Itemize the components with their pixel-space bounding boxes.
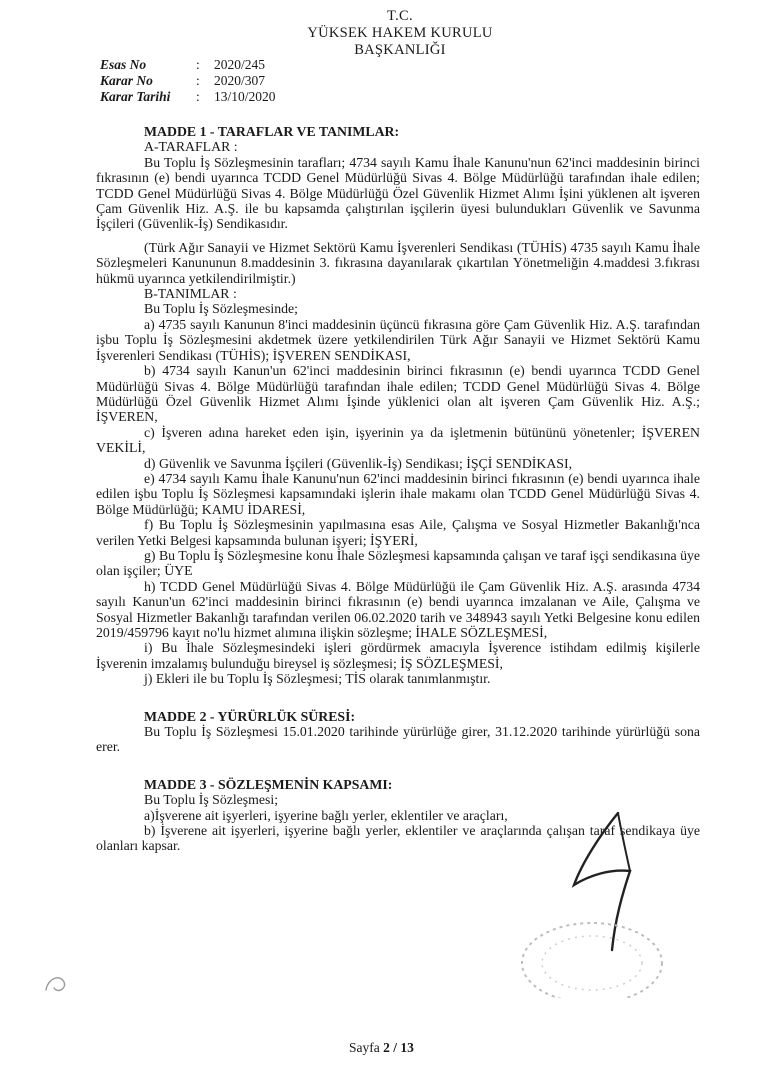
document-header [250, 8, 550, 59]
tarih-row [100, 89, 276, 105]
definition-item-b: b) 4734 sayılı Kanun'un 62'inci maddesinin birinci fıkrasının (e) bendi uyarınca TCDD Genel Müdürlüğü Sivas 4. Bölge Müdürlüğü tarafından ihale edilen; TCDD Genel Müdürlüğü Sivas 4. Bölge Müdürlüğü Özel Güvenlik Hizmet Alımı İşinde yüklenici olan alt işveren Çam Güvenlik Hiz. A.Ş.; İŞVEREN, [96, 363, 700, 425]
definition-item-j: j) Ekleri ile bu Toplu İş Sözleşmesi; TİS olarak tanımlanmıştır. [144, 671, 491, 687]
kapsam-item-b: b) İşverene ait işyerleri, işyerine bağlı yerler, eklentiler ve araçlarında çalışan taraf sendikaya üye olanları kapsar. [96, 823, 700, 854]
page-prefix: Sayfa [349, 1040, 380, 1055]
tarih-label: Karar Tarihi [100, 89, 171, 104]
madde3-title: MADDE 3 - SÖZLEŞMENİN KAPSAMI: [144, 776, 393, 792]
case-meta [100, 57, 276, 105]
margin-pencil-mark [40, 968, 80, 998]
kapsam-item-a: a)İşverene ait işyerleri, işyerine bağlı yerler, eklentiler ve araçları, [144, 807, 508, 823]
esas-colon: : [196, 57, 200, 72]
page-footer [0, 1040, 763, 1056]
document-body [96, 124, 700, 854]
page-number: 2 / 13 [383, 1040, 414, 1055]
tarih-colon: : [196, 89, 200, 104]
taraflar-paragraph-2: (Türk Ağır Sanayii ve Hizmet Sektörü Kamu İşverenleri Sendikası (TÜHİS) 4735 sayılı Kamu İhale Sözleşmeleri Kanununun 8.maddesinin 3. fıkrasına dayanılarak çıkartılan Yönetmeliğin 4.maddesi 3.fıkrası hükmü uyarınca yetkilendirilmiştir.) [96, 239, 700, 286]
header-tc: T.C. [387, 8, 413, 24]
header-institution: YÜKSEK HAKEM KURULU [307, 25, 493, 41]
definition-item-i: i) Bu İhale Sözleşmesindeki işleri gördürmek amacıyla İşverence istihdam edilmiş kişilerle İşverenin imzalamış bulunduğu bireysel iş sözleşmesi; İŞ SÖZLEŞMESİ, [96, 640, 700, 671]
definition-item-h: h) TCDD Genel Müdürlüğü Sivas 4. Bölge Müdürlüğü ile Çam Güvenlik Hiz. A.Ş. arasında 4734 sayılı Kanun'un 62'inci maddesinin birinci fıkrasının (e) bendi uyarınca imzalanan ve Aile, Çalışma ve Sosyal Hizmetler Bakanlığı tarafından verilen 06.02.2020 tarih ve 348943 sayılı Yetki Belgesine konu edilen 2019/459796 kayıt no'lu hizmet alımına ilişkin sözleşme; İHALE SÖZLEŞMESİ, [96, 578, 700, 640]
definition-item-e: e) 4734 sayılı Kamu İhale Kanunu'nun 62'inci maddesinin birinci fıkrasının (e) bendi uyarınca ihale edilen işbu Toplu İş Sözleşmesi kapsamındaki işlerin ihale makamı olan TCDD Genel Müdürlüğü Sivas 4. Bölge Müdürlüğü; KAMU İDARESİ, [96, 470, 700, 517]
madde2-title: MADDE 2 - YÜRÜRLÜK SÜRESİ: [144, 708, 356, 724]
karar-value: 2020/307 [214, 73, 266, 88]
definition-item-f: f) Bu Toplu İş Sözleşmesinin yapılmasına esas Aile, Çalışma ve Sosyal Hizmetler Bakanlığı'nca verilen Yetki Belgesi kapsamında bulunan işyeri; İŞYERİ, [96, 517, 700, 548]
definition-item-g: g) Bu Toplu İş Sözleşmesine konu İhale Sözleşmesi kapsamında çalışan ve taraf işçi sendikasına üye olan işçiler; ÜYE [96, 547, 700, 579]
esas-label: Esas No [100, 57, 147, 72]
madde1-title: MADDE 1 - TARAFLAR VE TANIMLAR: [144, 124, 400, 139]
kapsam-intro: Bu Toplu İş Sözleşmesi; [144, 792, 279, 808]
header-presidency: BAŞKANLIĞI [354, 42, 446, 58]
esas-row [100, 57, 276, 73]
karar-row [100, 73, 276, 89]
yururluk-paragraph: Bu Toplu İş Sözleşmesi 15.01.2020 tarihinde yürürlüğe girer, 31.12.2020 tarihinde yürürlüğü sona erer. [96, 724, 700, 755]
definition-item-a: a) 4735 sayılı Kanunun 8'inci maddesinin üçüncü fıkrasına göre Çam Güvenlik Hiz. A.Ş. tarafından işbu Toplu İş Sözleşmesini akdetmek üzere yetkilendirilen Türk Ağır Sanayii ve Hizmet Sektörü Kamu İşverenleri Sendikası (TÜHİS); İŞVEREN SENDİKASI, [96, 316, 700, 363]
karar-label: Karar No [100, 73, 153, 88]
karar-colon: : [196, 73, 200, 88]
taraflar-paragraph-1: Bu Toplu İş Sözleşmesinin tarafları; 4734 sayılı Kamu İhale Kanunu'nun 62'inci maddesinin birinci fıkrasının (e) bendi uyarınca TCDD Genel Müdürlüğü Sivas 4. Bölge Müdürlüğü tarafından ihale edilen; TCDD Genel Müdürlüğü Sivas 4. Bölge Müdürlüğü Özel Güvenlik Hizmet Alımı İşini yüklenen alt işveren Çam Güvenlik Hiz. A.Ş. ile bu kapsamda çalıştırılan işçilerin üyesi bulundukları Güvenlik ve Savunma İşçileri (Güvenlik-İş) Sendikasıdır. [96, 154, 700, 232]
tanimlar-intro: Bu Toplu İş Sözleşmesinde; [144, 301, 298, 317]
faded-stamp [512, 908, 702, 998]
tarih-value: 13/10/2020 [214, 89, 276, 104]
taraflar-title: A-TARAFLAR : [144, 139, 238, 155]
definition-item-c: c) İşveren adına hareket eden işin, işyerinin ya da işletmenin bütününü yönetenler; İŞVEREN VEKİLİ, [96, 424, 700, 456]
esas-value: 2020/245 [214, 57, 266, 72]
definition-item-d: d) Güvenlik ve Savunma İşçileri (Güvenlik-İş) Sendikası; İŞÇİ SENDİKASI, [144, 455, 573, 471]
tanimlar-title: B-TANIMLAR : [144, 286, 237, 302]
